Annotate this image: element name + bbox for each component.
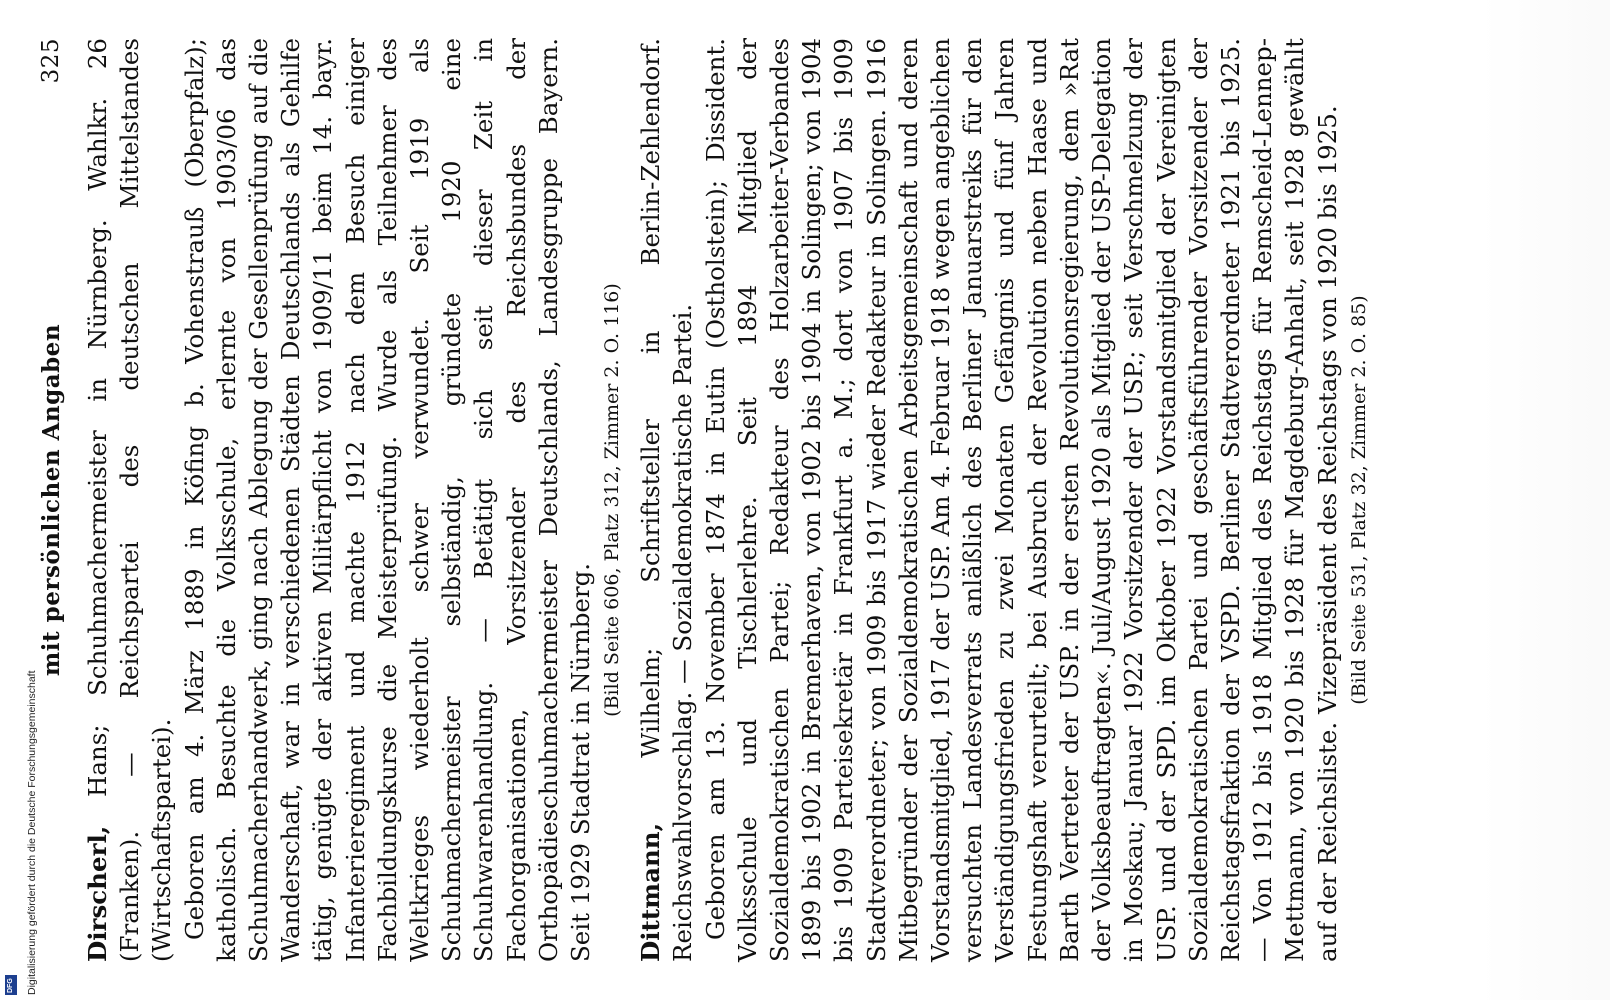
biography-entry-dittmann xyxy=(635,38,1371,962)
page-header xyxy=(38,38,72,962)
page-number: 325 xyxy=(38,38,64,84)
entry-lead: Hans; Schuhmachermeister in Nürnberg. Wahlkr. 26 (Franken). — Reichspartei des deutschen Mittelstandes (Wirtschaftspartei). xyxy=(83,38,177,962)
document-page xyxy=(20,0,1610,1000)
entry-caption: (Bild Seite 606, Platz 312, Zimmer 2. O. 116) xyxy=(601,283,624,717)
bleed-through-shade xyxy=(1480,0,1610,1000)
biography-entry-dirscherl xyxy=(82,38,625,962)
entry-name: Dittmann, xyxy=(636,822,666,962)
header-title: mit persönlichen Angaben xyxy=(38,323,65,677)
entry-lead: Wilhelm; Schriftsteller in Berlin-Zehlendorf. Reichswahlvorschlag. — Sozialdemokratische Partei. xyxy=(636,38,698,962)
entry-name: Dirscherl, xyxy=(83,825,112,962)
entry-bio: Geboren am 13. November 1874 in Eutin (Ostholstein); Dissident. Volksschule und Tischlerlehre. Seit 1894 Mitglied der Sozialdemokratischen Partei; Redakteur des Holzarbeiter-Verbandes 1899 bis 1902 in Bremerhaven, von 1902 bis 1904 in Solingen; von 1904 bis 1909 Parteisekretär in Frankfurt a. M.; dort von 1907 bis 1909 Stadtverordneter; von 1909 bis 1917 wieder Redakteur in Solingen. 1916 Mitbegründer der Sozialdemokratischen Arbeitsgemeinschaft und deren Vorstandsmitglied, 1917 der USP. Am 4. Februar 1918 wegen angeblichen versuchten Landesverrats anläßlich des Berliner Januarstreiks für den Verständigungsfrieden zu zwei Monaten Gefängnis und fünf Jahren Festungshaft verurteilt; bei Ausbruch der Revolution neben Haase und Barth Vertreter der USP. in der ersten Revolutionsregierung, dem »Rat der Volksbeauftragten«. Juli/August 1920 als Mitglied der USP-Delegation in Moskau; Januar 1922 Vorsitzender der USP.; seit Verschmelzung der USP. und der SPD. im Oktober 1922 Vorstandsmitglied der Vereinigten Sozialdemokratischen Partei und geschäftsführender Vorsitzender der Reichstagsfraktion der VSPD. Berliner Stadtverordneter 1921 bis 1925. — Von 1912 bis 1918 Mitglied des Reichstags für Remscheid-Lennep-Mettmann, von 1920 bis 1928 für Magdeburg-Anhalt, seit 1928 gewählt auf der Reichsliste. Vizepräsident des Reichstags von 1920 bis 1925. xyxy=(700,38,1342,962)
credit-text: Digitalisierung gefördert durch die Deutsche Forschungsgemeinschaft xyxy=(26,670,38,995)
entry-caption: (Bild Seite 531, Platz 32, Zimmer 2. O. 85) xyxy=(1347,295,1370,705)
dfg-logo-icon: DFG xyxy=(5,975,17,995)
entry-bio: Geboren am 4. März 1889 in Köfing b. Vohenstrauß (Oberpfalz); katholisch. Besuchte die Volksschule, erlernte von 1903/06 das Schuhmacherhandwerk, ging nach Ablegung der Gesellenprüfung auf die Wanderschaft, war in verschiedenen Städten Deutschlands als Gehilfe tätig, genügte der aktiven Militärpflicht von 1909/11 beim 14. bayr. Infanterieregiment und machte 1912 nach dem Besuch einiger Fachbildungskurse die Meisterprüfung. Wurde als Teilnehmer des Weltkrieges wiederholt schwer verwundet. Seit 1919 als Schuhmachermeister selbständig, gründete 1920 eine Schuhwarenhandlung. — Betätigt sich seit dieser Zeit in Fachorganisationen, Vorsitzender des Reichsbundes der Orthopädieschuhmachermeister Deutschlands, Landesgruppe Bayern. Seit 1929 Stadtrat in Nürnberg. xyxy=(179,38,596,962)
